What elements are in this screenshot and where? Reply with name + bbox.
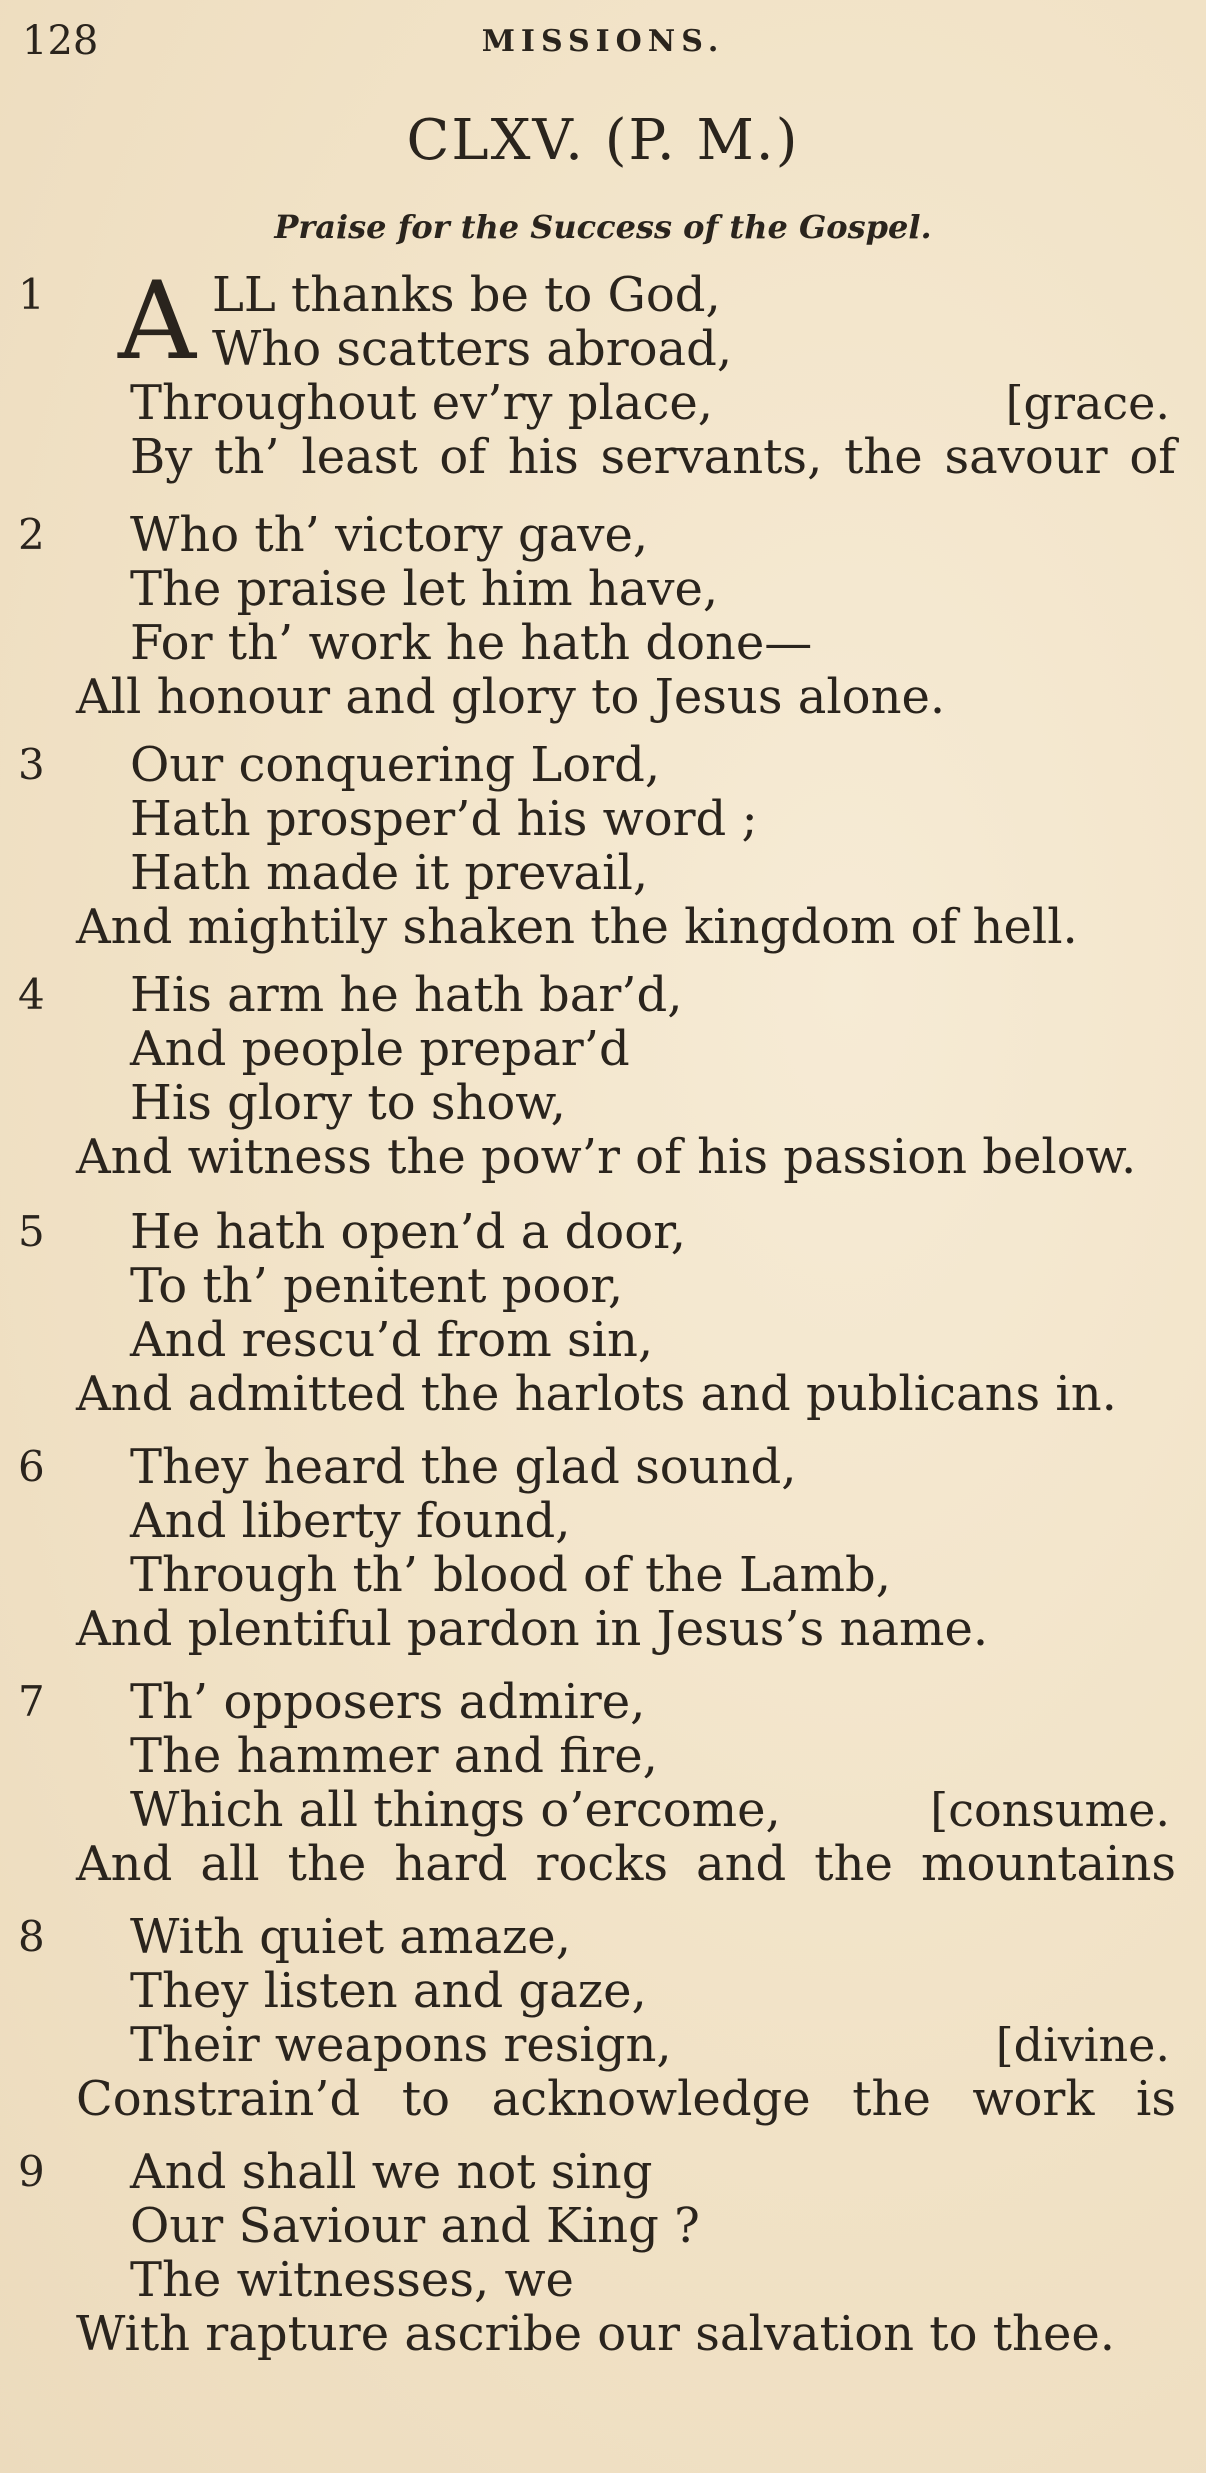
verse-number: 5 — [18, 1207, 45, 1256]
verse-line: Constrain’d to acknowledge the work is — [76, 2071, 1176, 2127]
verse-line: Their weapons resign, — [130, 2017, 672, 2073]
verse-line: Our conquering Lord, — [130, 737, 661, 793]
verse-line: And witness the pow’r of his passion below. — [76, 1129, 1137, 1185]
verse-line: They listen and gaze, — [130, 1963, 647, 2019]
verse-number: 3 — [18, 740, 45, 789]
verse-line: And people prepar’d — [130, 1021, 630, 1077]
verse-line: Who th’ victory gave, — [130, 507, 649, 563]
verse-line: And mightily shaken the kingdom of hell. — [76, 899, 1078, 955]
verse-4 — [0, 968, 1206, 1184]
verse-number: 8 — [18, 1912, 45, 1961]
verse-number: 2 — [18, 510, 45, 559]
verse-line: And plentiful pardon in Jesus’s name. — [76, 1601, 989, 1657]
verse-line: The hammer and fire, — [130, 1728, 658, 1784]
verse-number: 7 — [18, 1677, 45, 1726]
verse-number: 4 — [18, 970, 45, 1019]
verse-1 — [0, 259, 1206, 485]
verse-8 — [0, 1910, 1206, 2126]
verse-line: And rescu’d from sin, — [130, 1312, 654, 1368]
verse-line: With rapture ascribe our salvation to thee. — [76, 2306, 1116, 2362]
verse-line: All honour and glory to Jesus alone. — [76, 669, 946, 725]
page-number: 128 — [22, 18, 99, 64]
verse-line: Hath made it prevail, — [130, 845, 649, 901]
hymn-title: CLXV. (P. M.) — [406, 108, 800, 173]
verse-line: He hath open’d a door, — [130, 1204, 687, 1260]
verse-6 — [0, 1440, 1206, 1656]
verse-9 — [0, 2145, 1206, 2361]
verse-line: By th’ least of his servants, the savour of — [130, 429, 1176, 485]
verse-line: And admitted the harlots and publicans in. — [76, 1366, 1117, 1422]
verse-line: LL thanks be to God, — [212, 267, 721, 323]
verse-5 — [0, 1205, 1206, 1421]
verse-line: Through th’ blood of the Lamb, — [130, 1547, 891, 1603]
verse-line: With quiet amaze, — [130, 1909, 571, 1965]
verse-number: 1 — [18, 270, 45, 319]
page-header — [0, 8, 1206, 68]
verse-number: 9 — [18, 2147, 45, 2196]
verse-2 — [0, 508, 1206, 724]
verse-line: His arm he hath bar’d, — [130, 967, 683, 1023]
turnover-bracket: [consume. — [930, 1783, 1170, 1837]
verse-number: 6 — [18, 1442, 45, 1491]
turnover-bracket: [divine. — [995, 2018, 1170, 2072]
running-head: MISSIONS. — [481, 24, 725, 59]
verse-line: Who scatters abroad, — [212, 321, 733, 377]
verse-3 — [0, 738, 1206, 954]
drop-cap: A — [118, 259, 196, 384]
verse-line: They heard the glad sound, — [130, 1439, 797, 1495]
turnover-bracket: [grace. — [1005, 376, 1170, 430]
verse-7 — [0, 1675, 1206, 1891]
hymn-subtitle: Praise for the Success of the Gospel. — [274, 208, 932, 246]
verse-line: And liberty found, — [130, 1493, 571, 1549]
verse-line: Which all things o’ercome, — [130, 1782, 781, 1838]
verse-line: To th’ penitent poor, — [130, 1258, 624, 1314]
verse-line: His glory to show, — [130, 1075, 566, 1131]
verse-line: For th’ work he hath done— — [130, 615, 813, 671]
verse-line: The witnesses, we — [130, 2252, 574, 2308]
verse-line: The praise let him have, — [130, 561, 719, 617]
verse-line: Hath prosper’d his word ; — [130, 791, 758, 847]
verse-line: And shall we not sing — [130, 2144, 653, 2200]
verse-line: And all the hard rocks and the mountains — [76, 1836, 1176, 1892]
verse-line: Throughout ev’ry place, — [130, 375, 714, 431]
verse-line: Th’ opposers admire, — [130, 1674, 646, 1730]
verse-line: Our Saviour and King ? — [130, 2198, 700, 2254]
